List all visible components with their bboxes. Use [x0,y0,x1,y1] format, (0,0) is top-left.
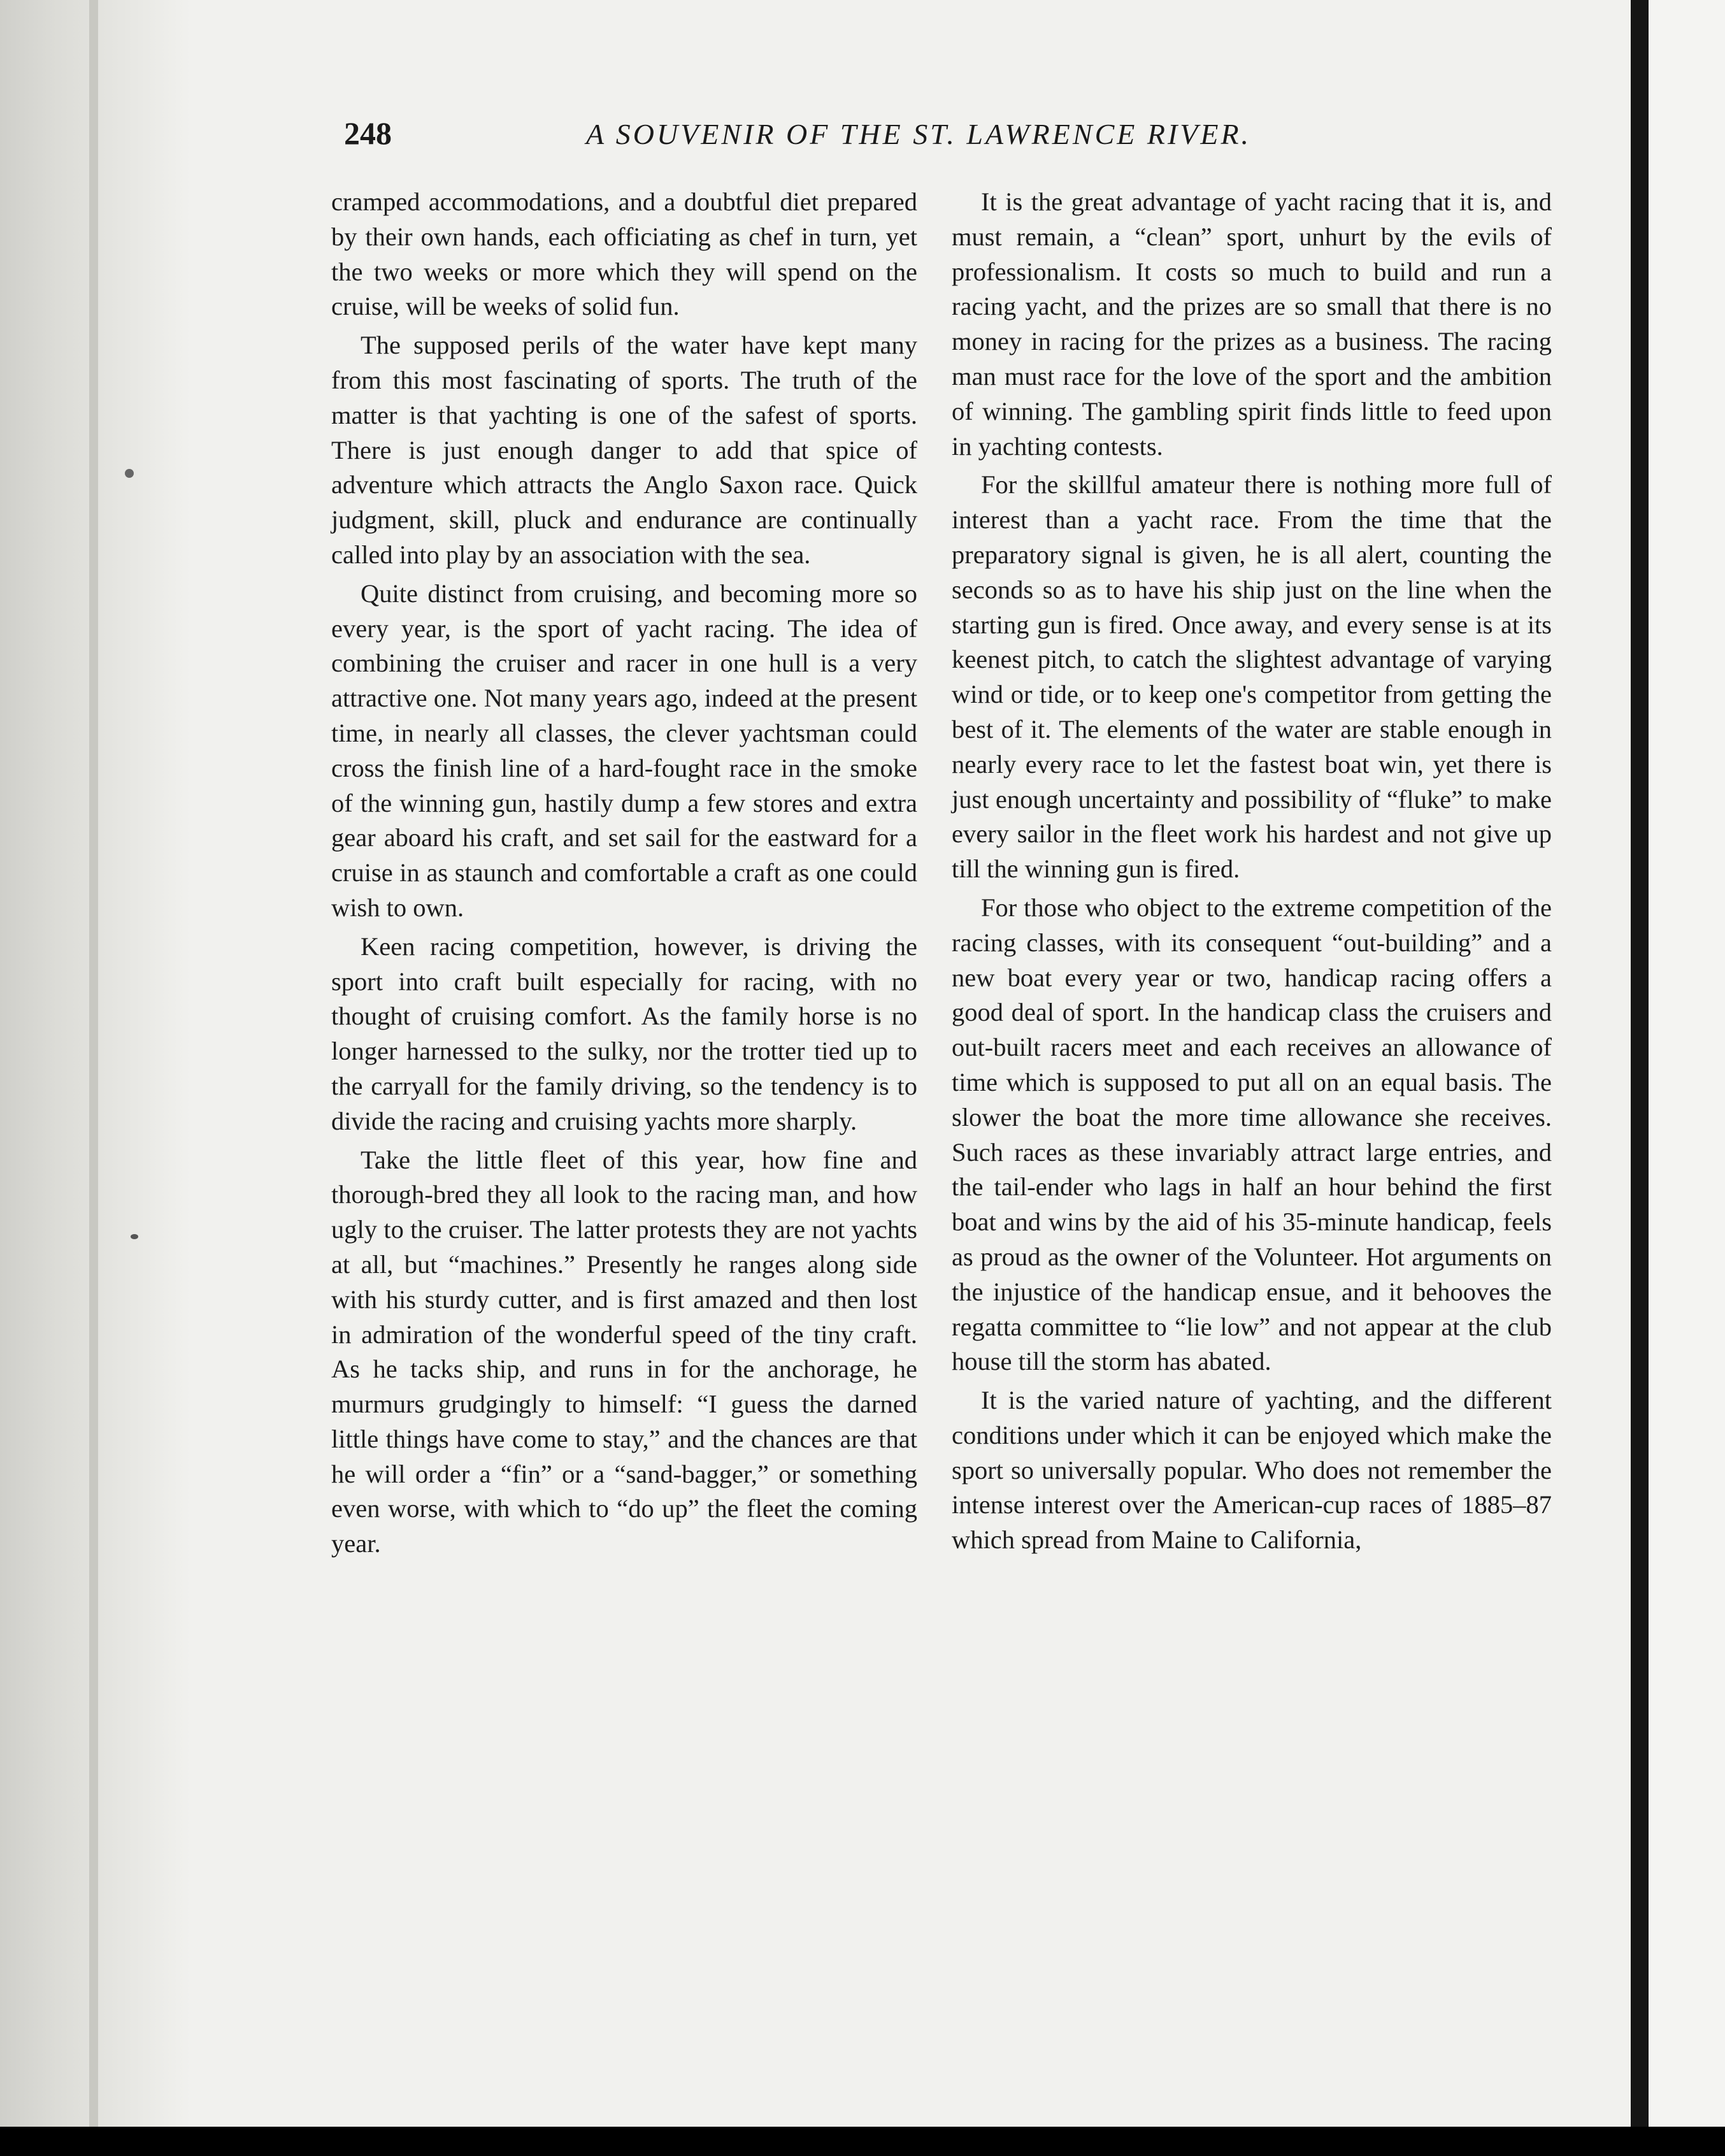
facing-page-shadow [1631,0,1649,2127]
paragraph: For the skillful amateur there is nothing more full of interest than a yacht race. From the time that the preparatory signal is given, he is all alert, counting the seconds so as to have his ship just on the line when the starting gun is fired. Once away, and every sense is at its keenest pitch, to catch the slightest advantage of varying wind or tide, or to keep one's competitor from getting the best of it. The elements of the water are stable enough in nearly every race to let the fastest boat win, yet there is just enough uncertainty and possibility of “fluke” to make every sailor in the fleet work his hardest and not give up till the winning gun is fired. [952,470,1552,884]
paragraph: cramped accommodations, and a doubtful diet prepared by their own hands, each officiating as chef in turn, yet the two weeks or more which they will spend on the cruise, will be weeks of solid fun. [331,187,917,321]
left-column [331,185,917,1565]
paragraph: It is the varied nature of yachting, and the different conditions under which it can be enjoyed which make the sport so universally popular. Who does not remember the intense interest over the American-cup races of 1885–87 which spread from Maine to California, [952,1386,1552,1555]
paragraph: The supposed perils of the water have kept many from this most fascinating of sports. The truth of the matter is that yachting is one of the safest of sports. There is just enough danger to add that spice of adventure which attracts the Anglo Saxon race. Quick judgment, skill, pluck and endurance are continually called into play by an association with the sea. [331,331,917,569]
paragraph: Quite distinct from cruising, and becoming more so every year, is the sport of yacht racing. The idea of combining the cruiser and racer in one hull is a very attractive one. Not many years ago, indeed at the present time, in nearly all classes, the clever yachtsman could cross the finish line of a hard-fought race in the smoke of the winning gun, hastily dump a few stores and extra gear aboard his craft, and set sail for the eastward for a cruise in as staunch and comfortable a craft as one could wish to own. [331,579,917,922]
running-title: A SOUVENIR OF THE ST. LAWRENCE RIVER. [586,118,1252,150]
page-header [344,115,1319,166]
page-number: 248 [344,115,392,151]
facing-page-edge [1649,0,1725,2127]
paragraph: Keen racing competition, however, is driving the sport into craft built especially for racing, with no thought of cruising comfort. As the family horse is no longer harnessed to the sulky, nor the trotter tied up to the carryall for the family driving, so the tendency is to divide the racing and cruising yachts more sharply. [331,931,917,1135]
paragraph: It is the great advantage of yacht racing that it is, and must remain, a “clean” sport, unhurt by the evils of professionalism. It costs so much to build and run a racing yacht, and the prizes are so small that there is no money in racing for the prizes as a business. The racing man must race for the love of the sport and the ambition of winning. The gambling spirit finds little to feed upon in yachting contests. [952,187,1552,461]
gutter-stripe [89,0,98,2127]
right-column [952,185,1552,1562]
ink-speck [131,1234,138,1239]
paragraph: Take the little fleet of this year, how fine and thorough-bred they all look to the racing man, and how ugly to the cruiser. The latter protests they are not yachts at all, but “machines.” Presently he ranges along side with his sturdy cutter, and is first amazed and then lost in admiration of the wonderful speed of the tiny craft. As he tacks ship, and runs in for the anchorage, he murmurs grudgingly to himself: “I guess the darned little things have come to stay,” and the chances are that he will order a “fin” or a “sand-bagger,” or something even worse, with which to “do up” the fleet the coming year. [331,1145,917,1558]
paragraph: For those who object to the extreme competition of the racing classes, with its consequent “out-building” and a new boat every year or two, handicap racing offers a good deal of sport. In the handicap class the cruisers and out-built racers meet and each receives an allowance of time which is supposed to put all on an equal basis. The slower the boat the more time allowance she receives. Such races as these invariably attract large entries, and the tail-ender who lags in half an hour behind the first boat and wins by the aid of his 35-minute handicap, feels as proud as the owner of the Volunteer. Hot arguments on the injustice of the handicap ensue, and it behooves the regatta committee to “lie low” and not appear at the club house till the storm has abated. [952,893,1552,1376]
ink-speck [125,469,134,478]
scan-bottom-border [0,2127,1725,2156]
